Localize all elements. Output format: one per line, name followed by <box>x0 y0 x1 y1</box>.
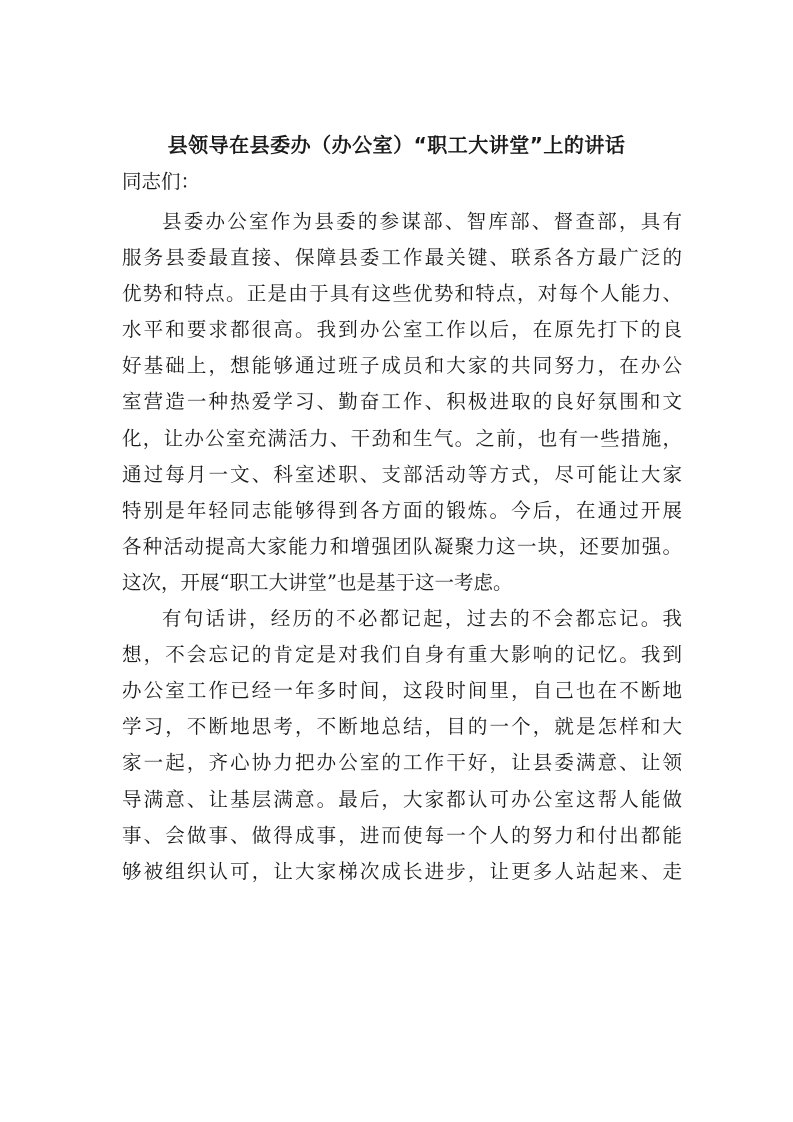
text-line: 特别是年轻同志能够得到各方面的锻炼。今后，在通过开展 <box>122 498 682 522</box>
text-line: 导满意、让基层满意。最后，大家都认可办公室这帮人能做 <box>122 787 682 811</box>
text-line: 化，让办公室充满活力、干劲和生气。之前，也有一些措施， <box>122 426 682 450</box>
salutation: 同志们： <box>122 170 201 193</box>
text-line: 家一起，齐心协力把办公室的工作干好，让县委满意、让领 <box>122 751 682 775</box>
text-line: 水平和要求都很高。我到办公室工作以后，在原先打下的良 <box>122 318 682 342</box>
text-line: 好基础上，想能够通过班子成员和大家的共同努力，在办公 <box>122 354 682 378</box>
document-title: 县领导在县委办（办公室）“职工大讲堂”上的讲话 <box>167 133 626 157</box>
text-line: 县委办公室作为县委的参谋部、智库部、督查部，具有 <box>162 210 682 233</box>
text-line: 通过每月一文、科室述职、支部活动等方式，尽可能让大家 <box>122 462 682 486</box>
text-line: 事、会做事、做得成事，进而使每一个人的努力和付出都能 <box>122 823 682 847</box>
text-line: 有句话讲，经历的不必都记起，过去的不会都忘记。我 <box>162 607 682 631</box>
text-line: 优势和特点。正是由于具有这些优势和特点，对每个人能力、 <box>122 282 682 306</box>
text-line: 这次，开展“职工大讲堂”也是基于这一考虑。 <box>122 570 513 594</box>
speech-body <box>122 204 682 890</box>
text-line: 够被组织认可，让大家梯次成长进步，让更多人站起来、走 <box>122 859 682 883</box>
text-line: 想，不会忘记的肯定是对我们自身有重大影响的记忆。我到 <box>122 643 682 667</box>
text-line: 学习，不断地思考，不断地总结，目的一个，就是怎样和大 <box>122 715 682 739</box>
text-line: 各种活动提高大家能力和增强团队凝聚力这一块，还要加强。 <box>122 534 682 558</box>
text-line: 服务县委最直接、保障县委工作最关键、联系各方最广泛的 <box>122 246 682 270</box>
text-line: 室营造一种热爱学习、勤奋工作、积极进取的良好氛围和文 <box>122 390 682 414</box>
text-line: 办公室工作已经一年多时间，这段时间里，自己也在不断地 <box>122 679 682 703</box>
